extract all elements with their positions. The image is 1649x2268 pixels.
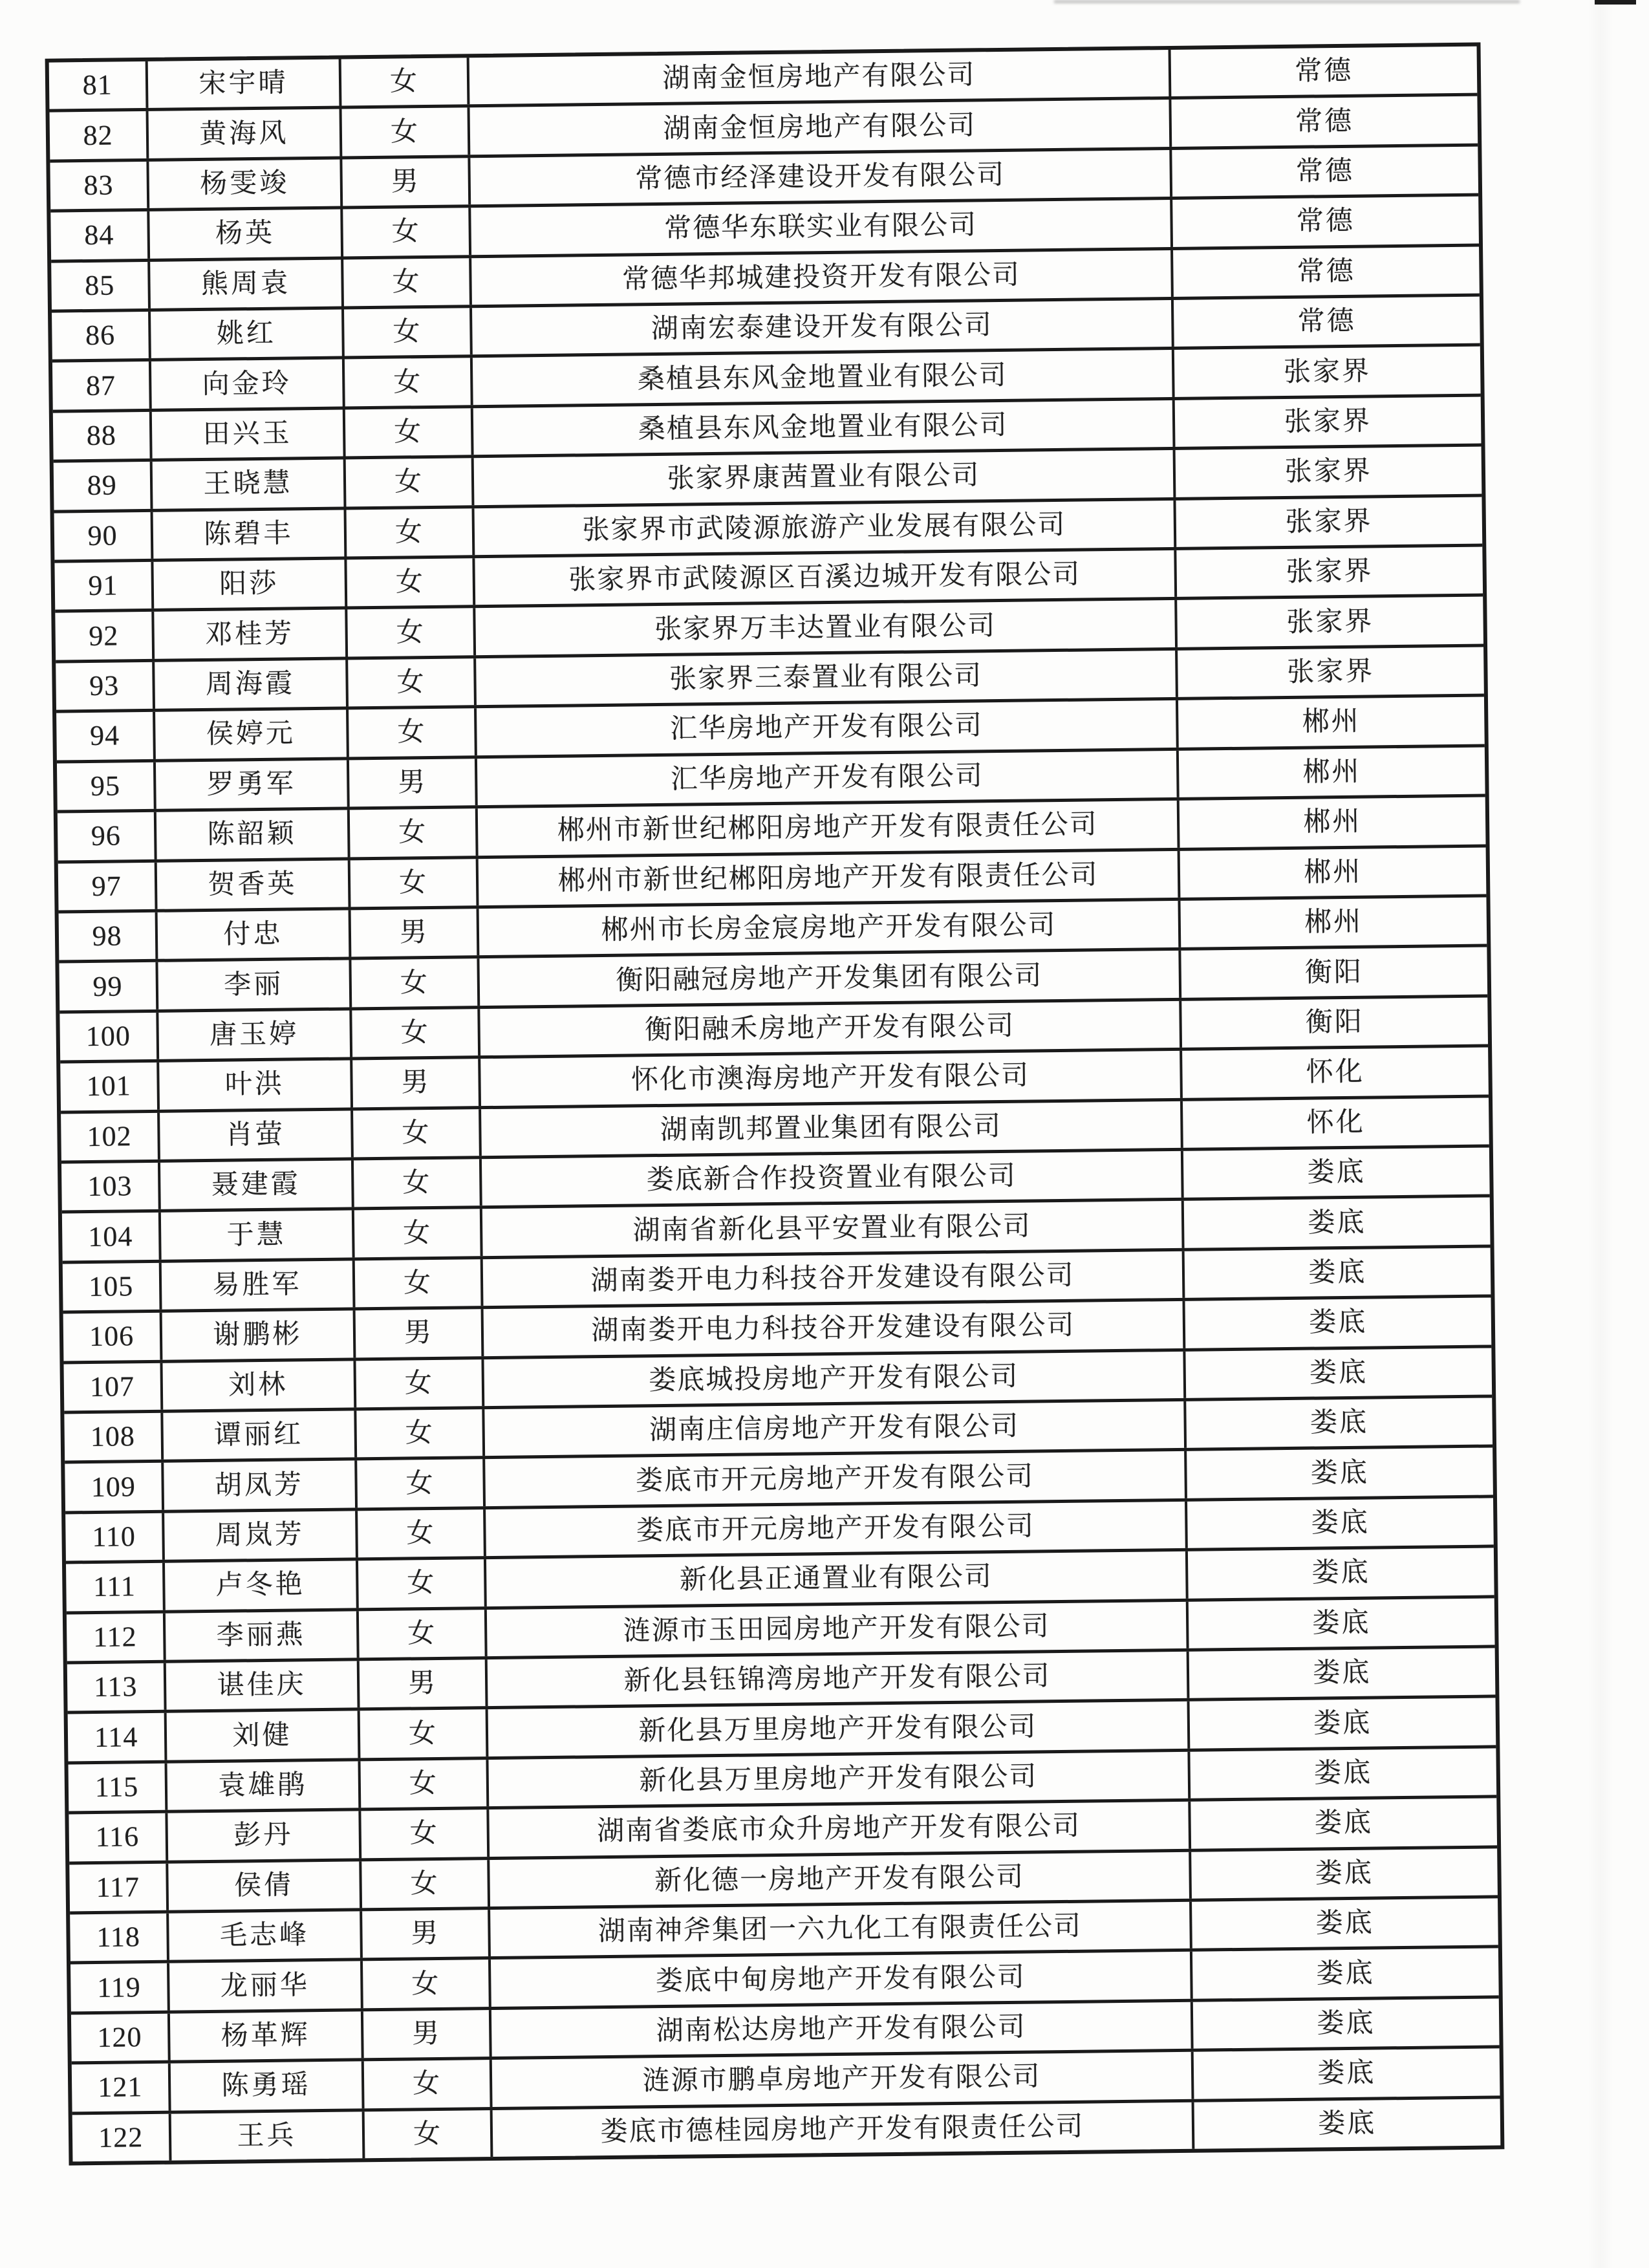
cell-name: 毛志峰 — [166, 1911, 360, 1960]
cell-city: 娄底 — [1182, 1298, 1491, 1348]
cell-city: 娄底 — [1186, 1648, 1495, 1698]
cell-name: 谌佳庆 — [164, 1661, 357, 1710]
cell-name: 侯倩 — [166, 1861, 360, 1910]
cell-number: 105 — [88, 1270, 134, 1303]
cell-company: 湖南省娄底市众升房地产开发有限公司 — [487, 1802, 1189, 1857]
cell-company: 张家界康茜置业有限公司 — [471, 450, 1173, 505]
cell-city: 娄底 — [1190, 1998, 1499, 2049]
cell-gender: 女 — [351, 1209, 480, 1258]
cell-company: 湖南金恒房地产有限公司 — [467, 50, 1169, 105]
cell-gender: 女 — [341, 358, 471, 407]
cell-number: 86 — [85, 319, 116, 352]
cell-number: 108 — [90, 1420, 136, 1453]
cell-number: 118 — [96, 1921, 141, 1954]
cell-gender: 女 — [344, 558, 473, 607]
cell-gender: 男 — [348, 909, 477, 957]
cell-number: 87 — [85, 369, 116, 402]
cell-city: 衡阳 — [1179, 997, 1488, 1048]
cell-city: 娄底 — [1181, 1198, 1490, 1248]
cell-name: 陈碧丰 — [151, 510, 344, 559]
cell-company: 娄底城投房地产开发有限公司 — [482, 1351, 1183, 1406]
cell-name: 罗勇军 — [153, 760, 347, 809]
cell-city: 常德 — [1169, 96, 1478, 147]
cell-gender: 女 — [349, 1009, 479, 1057]
cell-number: 90 — [87, 519, 118, 552]
cell-city: 娄底 — [1189, 1848, 1498, 1899]
cell-city: 常德 — [1171, 297, 1480, 347]
cell-gender: 女 — [345, 658, 475, 707]
cell-number: 95 — [90, 770, 121, 802]
cell-city: 张家界 — [1174, 597, 1483, 647]
cell-name: 谢鹏彬 — [160, 1311, 353, 1360]
cell-name: 侯婷元 — [153, 710, 346, 759]
cell-company: 桑植县东风金地置业有限公司 — [470, 350, 1172, 405]
cell-company: 湖南金恒房地产有限公司 — [468, 100, 1169, 155]
cell-name: 姚红 — [148, 310, 341, 359]
cell-company: 湖南娄开电力科技谷开发建设有限公司 — [481, 1301, 1183, 1356]
cell-company: 汇华房地产开发有限公司 — [475, 700, 1176, 755]
cell-company: 桑植县东风金地置业有限公司 — [471, 400, 1172, 455]
cell-gender: 男 — [339, 158, 469, 206]
cell-city: 张家界 — [1173, 497, 1482, 547]
cell-name: 刘健 — [164, 1711, 358, 1760]
cell-company: 新化德一房地产开发有限公司 — [488, 1852, 1189, 1906]
cell-city: 娄底 — [1191, 2099, 1500, 2149]
cell-company: 郴州市长房金宸房地产开发有限公司 — [477, 901, 1178, 956]
cell-city: 郴州 — [1177, 847, 1486, 898]
cell-number: 120 — [97, 2021, 142, 2054]
cell-company: 新化县钰锦湾房地产开发有限公司 — [485, 1652, 1187, 1707]
cell-gender: 女 — [356, 1559, 485, 1608]
cell-number: 119 — [97, 1971, 142, 2003]
cell-company: 娄底新合作投资置业有限公司 — [479, 1151, 1181, 1206]
cell-number: 97 — [91, 870, 122, 902]
cell-company: 湖南神斧集团一六九化工有限责任公司 — [488, 1902, 1190, 1957]
cell-company: 湖南庄信房地产开发有限公司 — [482, 1401, 1184, 1456]
cell-city: 娄底 — [1188, 1798, 1497, 1849]
cell-gender: 男 — [360, 1910, 489, 1958]
cell-name: 周岚芳 — [162, 1511, 355, 1560]
cell-gender: 女 — [346, 709, 475, 757]
cell-city: 张家界 — [1174, 547, 1483, 598]
cell-company: 怀化市澳海房地产开发有限公司 — [479, 1051, 1180, 1106]
cell-number: 85 — [84, 269, 115, 301]
cell-city: 娄底 — [1180, 1147, 1489, 1198]
cell-gender: 女 — [358, 1760, 487, 1808]
cell-name: 田兴玉 — [149, 409, 343, 459]
cell-number: 101 — [86, 1070, 132, 1103]
cell-name: 谭丽红 — [161, 1410, 354, 1460]
cell-name: 周海霞 — [152, 660, 345, 709]
cell-company: 新化县万里房地产开发有限公司 — [486, 1701, 1187, 1756]
cell-gender: 女 — [339, 108, 468, 157]
cell-company: 新化县万里房地产开发有限公司 — [486, 1752, 1188, 1807]
scan-streak — [1588, 0, 1613, 2268]
cell-company: 涟源市玉田园房地产开发有限公司 — [484, 1601, 1186, 1656]
cell-name: 杨革辉 — [167, 2011, 361, 2060]
cell-city: 常德 — [1170, 197, 1479, 247]
cell-company: 涟源市鹏卓房地产开发有限公司 — [490, 2052, 1191, 2107]
cell-city: 娄底 — [1185, 1498, 1494, 1548]
cell-number: 109 — [91, 1470, 136, 1503]
cell-city: 常德 — [1169, 146, 1478, 197]
cell-number: 91 — [88, 569, 118, 602]
cell-number: 88 — [86, 419, 117, 452]
cell-gender: 女 — [347, 808, 476, 857]
cell-city: 郴州 — [1176, 697, 1485, 748]
cell-city: 常德 — [1170, 246, 1480, 297]
cell-number: 112 — [92, 1621, 137, 1653]
cell-company: 娄底中甸房地产开发有限公司 — [488, 1952, 1190, 2007]
cell-gender: 男 — [350, 1059, 479, 1107]
cell-company: 衡阳融禾房地产开发有限公司 — [478, 1001, 1180, 1056]
cell-company: 张家界市武陵源旅游产业发展有限公司 — [472, 501, 1174, 556]
cell-number: 92 — [89, 620, 119, 652]
cell-city: 张家界 — [1172, 396, 1481, 447]
cell-gender: 女 — [345, 609, 474, 657]
cell-company: 娄底市开元房地产开发有限公司 — [484, 1502, 1185, 1557]
cell-name: 李丽 — [156, 960, 349, 1010]
cell-gender: 女 — [350, 1109, 480, 1158]
cell-gender: 女 — [352, 1259, 481, 1308]
cell-company: 湖南娄开电力科技谷开发建设有限公司 — [480, 1251, 1182, 1306]
cell-number: 110 — [92, 1520, 136, 1553]
cell-name: 刘林 — [160, 1361, 354, 1410]
cell-company: 常德市经泽建设开发有限公司 — [468, 150, 1170, 205]
cell-company: 湖南松达房地产开发有限公司 — [489, 2002, 1191, 2057]
cell-name: 胡凤芳 — [161, 1461, 354, 1510]
cell-name: 于慧 — [158, 1211, 352, 1260]
cell-name: 邓桂芳 — [152, 610, 345, 659]
cell-city: 娄底 — [1187, 1698, 1496, 1749]
cell-city: 娄底 — [1183, 1348, 1492, 1398]
cell-company: 郴州市新世纪郴阳房地产开发有限责任公司 — [475, 801, 1177, 856]
cell-gender: 女 — [357, 1710, 486, 1758]
cell-number: 102 — [87, 1120, 132, 1152]
cell-gender: 女 — [361, 2110, 491, 2159]
cell-gender: 女 — [343, 508, 473, 557]
cell-name: 熊周袁 — [147, 259, 341, 308]
cell-city: 张家界 — [1171, 347, 1480, 397]
cell-company: 汇华房地产开发有限公司 — [475, 751, 1176, 806]
cell-gender: 女 — [349, 959, 478, 1008]
cell-number: 98 — [92, 920, 122, 953]
cell-name: 唐玉婷 — [156, 1010, 350, 1059]
cell-number: 121 — [98, 2071, 143, 2104]
cell-company: 娄底市开元房地产开发有限公司 — [483, 1451, 1185, 1506]
cell-city: 娄底 — [1183, 1398, 1493, 1448]
cell-city: 娄底 — [1181, 1247, 1491, 1298]
cell-gender: 男 — [360, 2010, 490, 2058]
cell-city: 娄底 — [1189, 1898, 1498, 1949]
cell-number: 111 — [92, 1570, 136, 1603]
cell-company: 湖南凯邦置业集团有限公司 — [479, 1101, 1181, 1156]
cell-company: 湖南省新化县平安置业有限公司 — [480, 1201, 1181, 1256]
cell-name: 黄海风 — [146, 109, 339, 158]
cell-number: 122 — [98, 2121, 144, 2154]
cell-city: 张家界 — [1175, 647, 1484, 697]
cell-name: 肖萤 — [157, 1110, 350, 1160]
cell-name: 卢冬艳 — [162, 1561, 356, 1610]
cell-city: 怀化 — [1180, 1097, 1489, 1148]
cell-name: 易胜军 — [159, 1260, 352, 1310]
cell-city: 娄底 — [1190, 1949, 1499, 1999]
cell-number: 89 — [87, 469, 117, 502]
cell-number: 107 — [89, 1370, 135, 1403]
cell-city: 郴州 — [1176, 797, 1485, 848]
cell-number: 113 — [93, 1670, 138, 1703]
cell-city: 张家界 — [1172, 447, 1482, 497]
cell-gender: 女 — [341, 308, 471, 356]
cell-company: 张家界市武陵源区百溪边城开发有限公司 — [473, 550, 1174, 605]
cell-name: 李丽燕 — [163, 1611, 356, 1660]
cell-gender: 女 — [358, 1809, 488, 1858]
cell-city: 娄底 — [1191, 2049, 1500, 2099]
cell-name: 宋宇晴 — [146, 59, 339, 109]
cell-company: 衡阳融冠房地产开发集团有限公司 — [477, 951, 1179, 1006]
cell-gender: 女 — [353, 1359, 482, 1408]
cell-company: 郴州市新世纪郴阳房地产开发有限责任公司 — [476, 850, 1178, 905]
cell-city: 娄底 — [1184, 1448, 1493, 1498]
cell-gender: 女 — [347, 859, 477, 907]
cell-name: 阳莎 — [151, 560, 345, 609]
cell-name: 龙丽华 — [167, 1961, 360, 2011]
cell-number: 117 — [96, 1871, 140, 1903]
cell-name: 陈韶颖 — [154, 810, 347, 859]
cell-number: 83 — [83, 169, 114, 202]
cell-number: 82 — [83, 119, 113, 151]
cell-city: 郴州 — [1176, 747, 1485, 797]
cell-name: 陈勇瑶 — [168, 2062, 361, 2111]
cell-number: 81 — [82, 69, 113, 102]
cell-gender: 女 — [350, 1159, 480, 1207]
cell-gender: 女 — [354, 1460, 484, 1508]
cell-gender: 男 — [346, 759, 475, 807]
cell-number: 96 — [91, 819, 122, 852]
cell-city: 衡阳 — [1178, 947, 1487, 998]
cell-number: 114 — [94, 1720, 138, 1753]
cell-gender: 女 — [361, 2060, 490, 2108]
cell-company: 常德华邦城建投资开发有限公司 — [469, 250, 1171, 305]
cell-name: 向金玲 — [149, 360, 342, 409]
cell-gender: 女 — [360, 1960, 490, 2009]
cell-name: 袁雄鹃 — [165, 1761, 358, 1810]
cell-city: 常德 — [1168, 47, 1477, 97]
cell-number: 103 — [87, 1170, 133, 1203]
cell-number: 104 — [88, 1220, 133, 1253]
cell-city: 怀化 — [1180, 1048, 1489, 1098]
cell-city: 娄底 — [1185, 1598, 1494, 1648]
cell-number: 93 — [89, 669, 120, 702]
cell-gender: 女 — [341, 258, 470, 307]
cell-name: 杨雯竣 — [147, 159, 340, 208]
cell-city: 郴州 — [1178, 897, 1487, 947]
cell-city: 娄底 — [1187, 1748, 1496, 1798]
cell-name: 叶洪 — [156, 1061, 350, 1110]
cell-name: 贺香英 — [155, 860, 348, 909]
cell-company: 新化县正通置业有限公司 — [484, 1551, 1185, 1606]
cell-gender: 女 — [359, 1860, 488, 1908]
cell-number: 94 — [89, 719, 120, 752]
cell-company: 张家界万丰达置业有限公司 — [473, 600, 1175, 655]
cell-gender: 女 — [354, 1409, 483, 1458]
cell-gender: 女 — [343, 459, 472, 507]
roster-table — [45, 43, 1505, 2166]
cell-company: 常德华东联实业有限公司 — [469, 200, 1170, 255]
cell-gender: 女 — [338, 58, 468, 106]
cell-city: 娄底 — [1185, 1548, 1494, 1599]
cell-gender: 男 — [356, 1659, 486, 1708]
cell-company: 张家界三泰置业有限公司 — [474, 651, 1176, 706]
cell-number: 99 — [92, 969, 123, 1002]
scan-smudge — [1054, 0, 1520, 3]
cell-number: 84 — [84, 219, 114, 252]
cell-name: 杨英 — [147, 210, 341, 259]
cell-gender: 女 — [356, 1610, 485, 1658]
cell-number: 116 — [95, 1820, 140, 1853]
cell-company: 湖南宏泰建设开发有限公司 — [469, 300, 1171, 355]
cell-number: 106 — [89, 1320, 135, 1353]
cell-name: 聂建霞 — [158, 1160, 351, 1209]
cell-gender: 男 — [352, 1309, 482, 1357]
cell-name: 付忠 — [155, 910, 349, 959]
cell-gender: 女 — [340, 208, 469, 256]
cell-number: 115 — [94, 1771, 139, 1804]
cell-name: 王兵 — [169, 2111, 362, 2161]
cell-gender: 女 — [342, 408, 471, 457]
cell-gender: 女 — [355, 1509, 484, 1558]
cell-name: 彭丹 — [166, 1811, 359, 1861]
cell-number: 100 — [85, 1020, 131, 1052]
cell-name: 王晓慧 — [150, 460, 343, 509]
cell-company: 娄底市德桂园房地产开发有限责任公司 — [490, 2102, 1192, 2157]
